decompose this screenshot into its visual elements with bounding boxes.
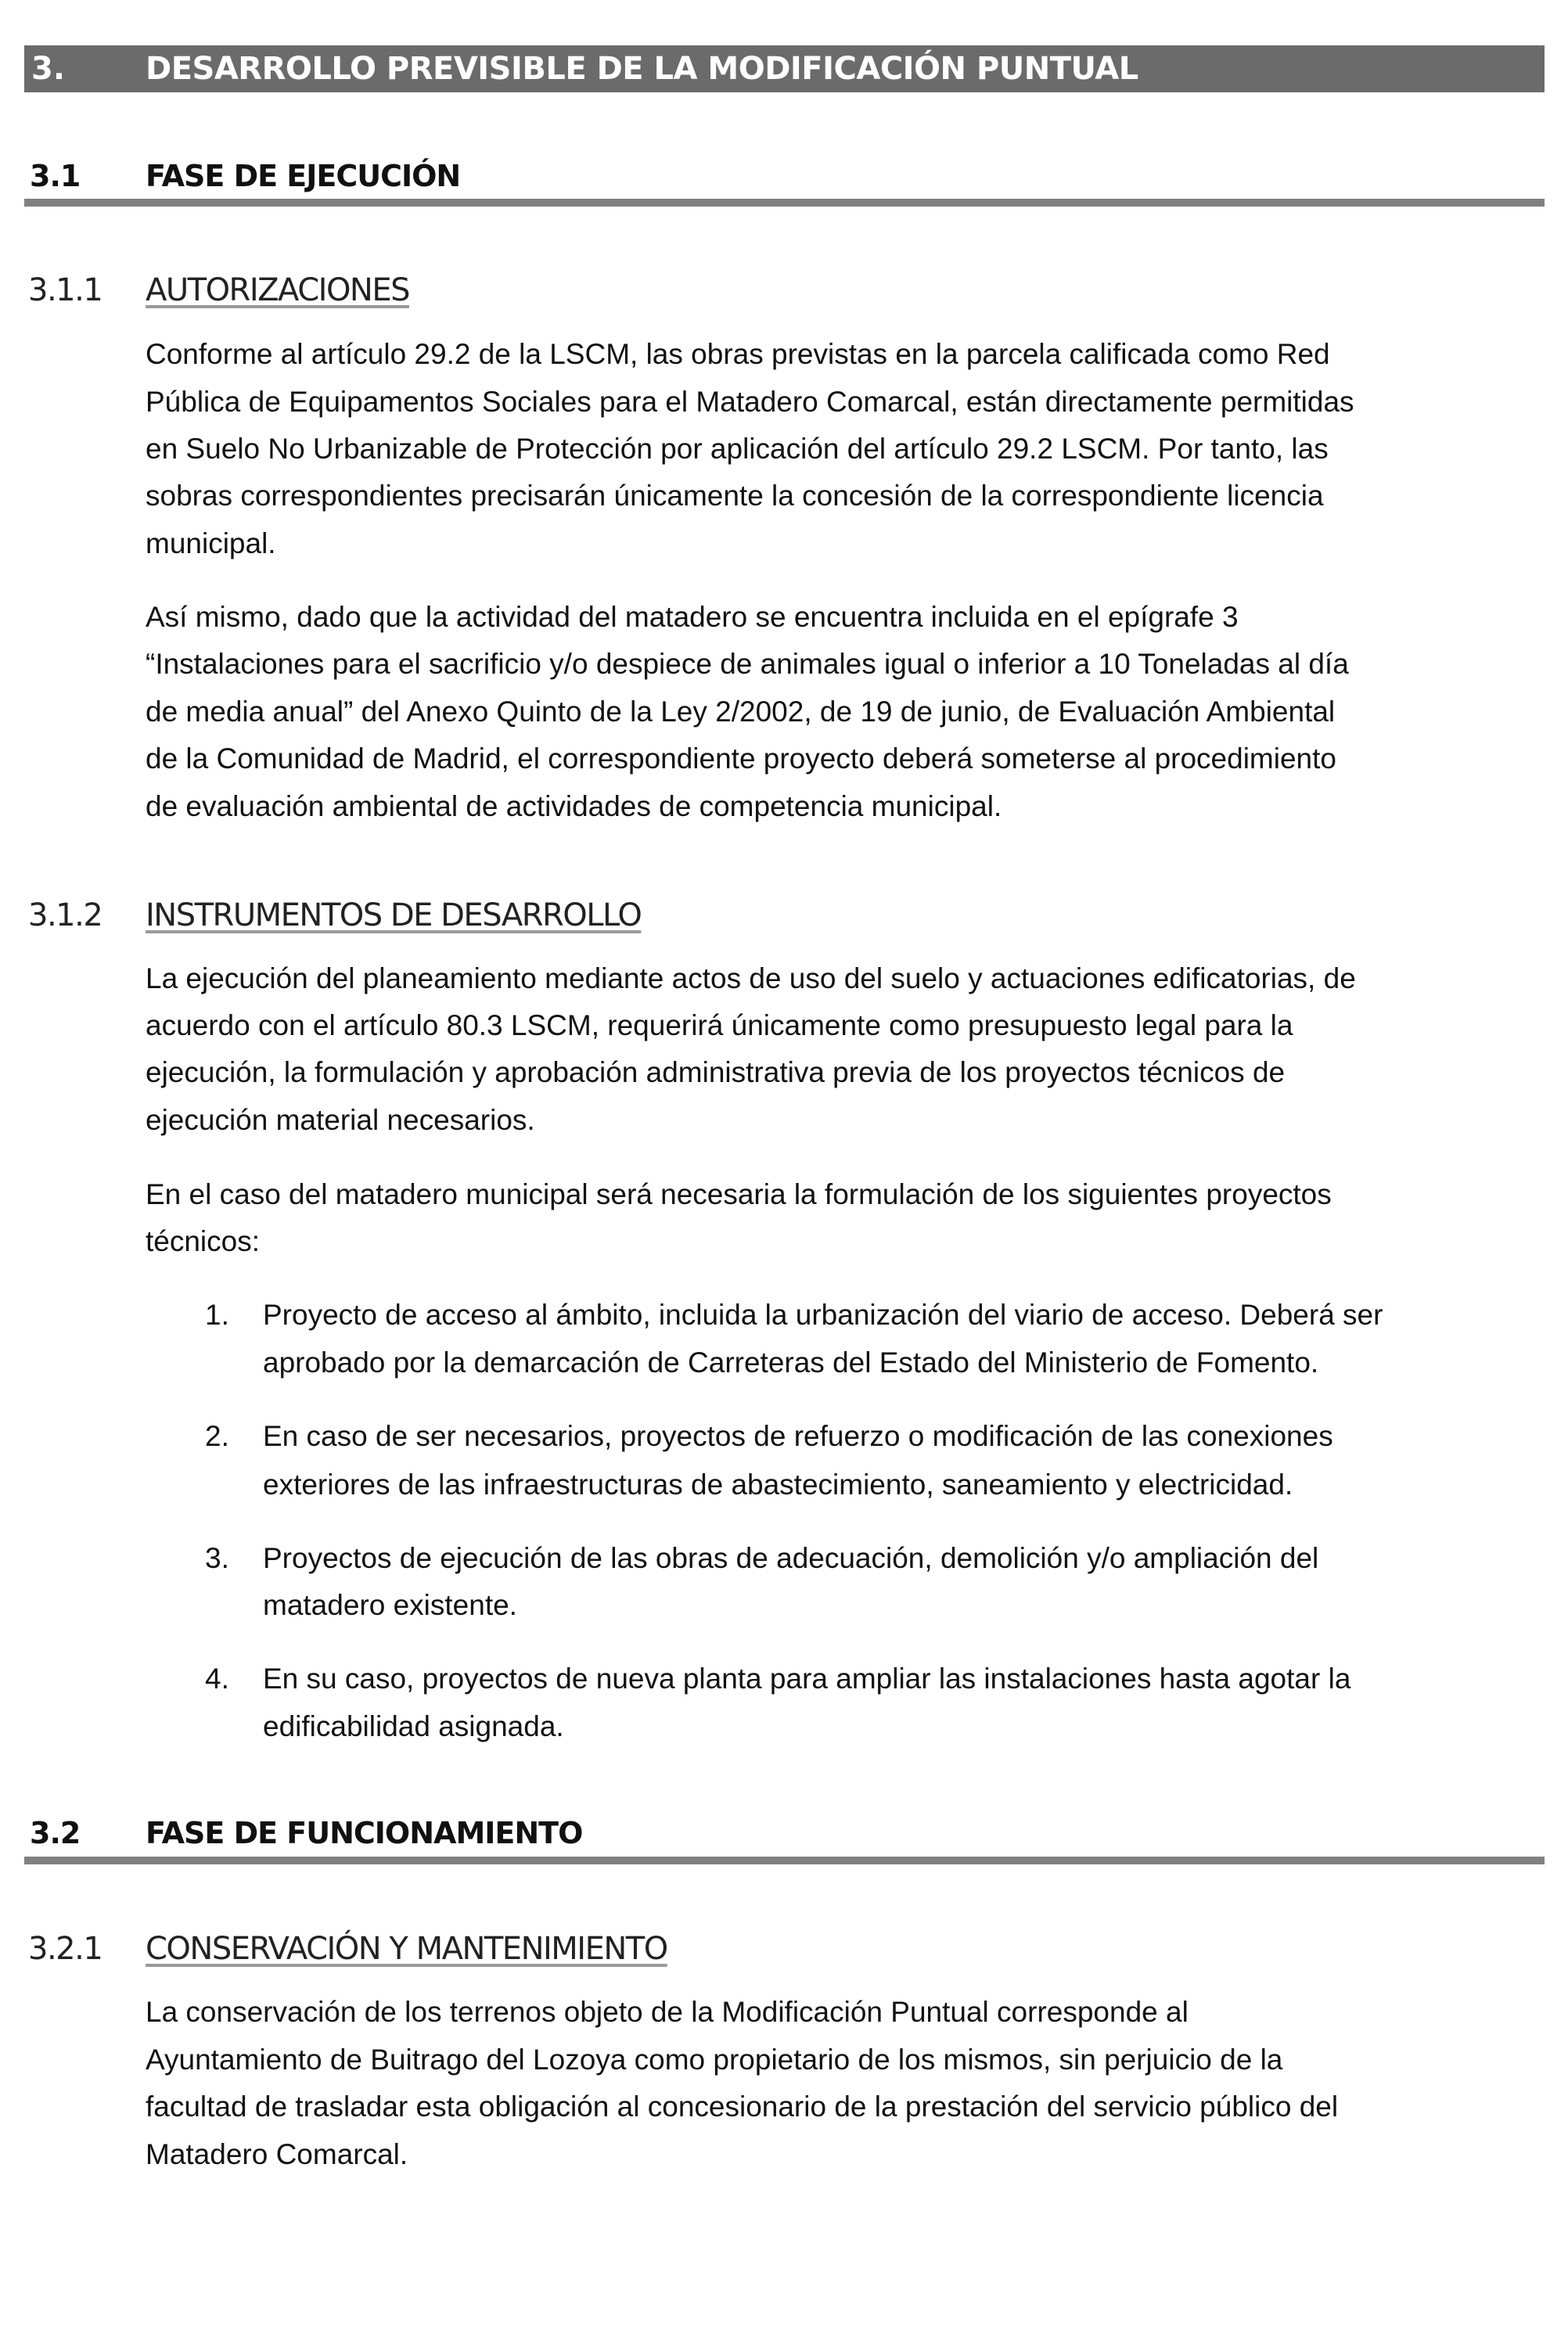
text-line: municipal.	[146, 527, 276, 559]
text-line: exteriores de las infraestructuras de abastecimiento, saneamiento y electricidad.	[263, 1469, 1293, 1501]
list-number: 2.	[205, 1420, 229, 1452]
text-line: En caso de ser necesarios, proyectos de refuerzo o modificación de las conexiones	[263, 1420, 1333, 1452]
section-number: 3.	[31, 51, 66, 87]
text-line: acuerdo con el artículo 80.3 LSCM, requerirá únicamente como presupuesto legal para la	[146, 1009, 1293, 1041]
heading-3-1-2-number: 3.1.2	[28, 897, 102, 933]
text-line: En el caso del matadero municipal será necesaria la formulación de los siguientes proyectos	[146, 1178, 1332, 1210]
text-line: Proyecto de acceso al ámbito, incluida la urbanización del viario de acceso. Deberá ser	[263, 1299, 1383, 1331]
text-line: de evaluación ambiental de actividades de competencia municipal.	[146, 790, 1002, 822]
list-number: 3.	[205, 1542, 229, 1574]
text-line: facultad de trasladar esta obligación al concesionario de la prestación del servicio público del	[146, 2091, 1339, 2123]
text-line: La ejecución del planeamiento mediante actos de uso del suelo y actuaciones edificatorias, de	[146, 962, 1356, 994]
text-line: Proyectos de ejecución de las obras de adecuación, demolición y/o ampliación del	[263, 1542, 1319, 1574]
text-line: sobras correspondientes precisarán únicamente la concesión de la correspondiente licencia	[146, 480, 1324, 512]
text-line: “Instalaciones para el sacrificio y/o despiece de animales igual o inferior a 10 Toneladas al día	[146, 648, 1349, 680]
heading-3-2-1-number: 3.2.1	[28, 1931, 102, 1967]
list-number: 1.	[205, 1299, 229, 1331]
subsection-3-2-title: FASE DE FUNCIONAMIENTO	[146, 1816, 583, 1850]
heading-3-2-1-title: CONSERVACIÓN Y MANTENIMIENTO	[146, 1931, 667, 1967]
text-line: ejecución material necesarios.	[146, 1104, 535, 1136]
subsection-3-1-number: 3.1	[30, 159, 81, 193]
text-line: matadero existente.	[263, 1589, 517, 1621]
text-line: de media anual” del Anexo Quinto de la Ley 2/2002, de 19 de junio, de Evaluación Ambiental	[146, 696, 1336, 728]
text-line: técnicos:	[146, 1225, 261, 1257]
text-line: Matadero Comarcal.	[146, 2138, 408, 2170]
text-line: Así mismo, dado que la actividad del matadero se encuentra incluida en el epígrafe 3	[146, 601, 1239, 633]
text-line: En su caso, proyectos de nueva planta para ampliar las instalaciones hasta agotar la	[263, 1663, 1351, 1695]
text-line: en Suelo No Urbanizable de Protección por aplicación del artículo 29.2 LSCM. Por tanto, las	[146, 433, 1329, 465]
section-title: DESARROLLO PREVISIBLE DE LA MODIFICACIÓN PUNTUAL	[146, 51, 1138, 87]
text-line: Pública de Equipamentos Sociales para el Matadero Comarcal, están directamente permitidas	[146, 386, 1354, 418]
text-line: edificabilidad asignada.	[263, 1710, 564, 1742]
heading-3-1-2-title: INSTRUMENTOS DE DESARROLLO	[146, 897, 642, 933]
text-line: ejecución, la formulación y aprobación administrativa previa de los proyectos técnicos de	[146, 1056, 1286, 1088]
text-line: La conservación de los terrenos objeto de la Modificación Puntual corresponde al	[146, 1996, 1189, 2028]
text-line: aprobado por la demarcación de Carreteras del Estado del Ministerio de Fomento.	[263, 1346, 1319, 1379]
subsection-3-2-number: 3.2	[30, 1816, 81, 1850]
text-line: de la Comunidad de Madrid, el correspondiente proyecto deberá someterse al procedimiento	[146, 742, 1336, 775]
text-line: Ayuntamiento de Buitrago del Lozoya como propietario de los mismos, sin perjuicio de la	[146, 2044, 1283, 2076]
list-number: 4.	[205, 1663, 229, 1695]
subsection-3-1-title: FASE DE EJECUCIÓN	[146, 159, 461, 193]
subsection-rule	[24, 1857, 1545, 1864]
text-line: Conforme al artículo 29.2 de la LSCM, las obras previstas en la parcela calificada como Red	[146, 338, 1330, 370]
heading-3-1-1-title: AUTORIZACIONES	[146, 272, 410, 308]
subsection-rule	[24, 199, 1545, 207]
heading-3-1-1-number: 3.1.1	[28, 272, 102, 308]
